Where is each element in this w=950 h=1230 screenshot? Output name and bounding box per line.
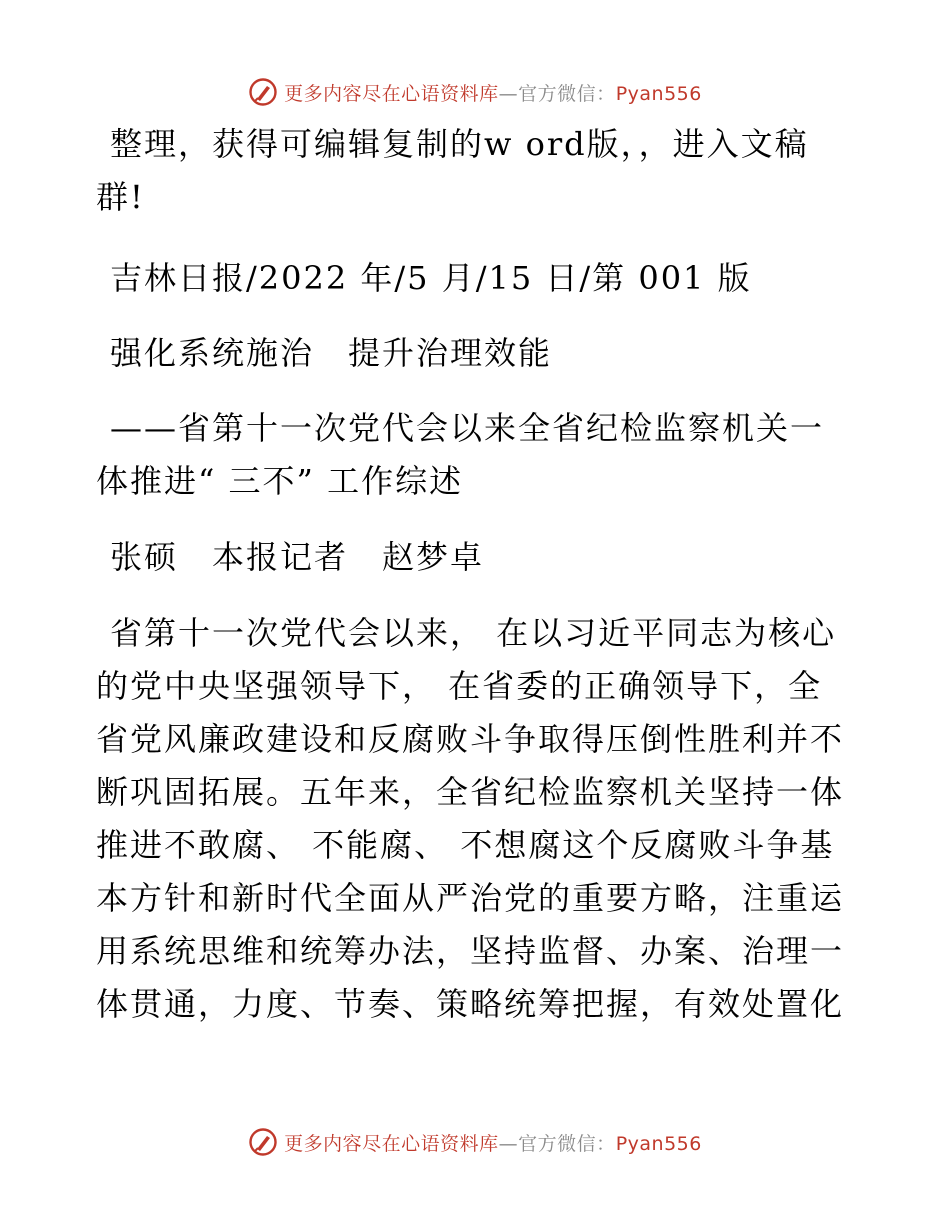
watermark-label: 官方微信： <box>518 82 616 105</box>
source-line: 吉林日报/2022 年/5 月/15 日/第 001 版 <box>110 259 752 297</box>
body-paragraph: 省第十一次党代会以来， 在以习近平同志为核心的党中央坚强领导下， 在省委的正确领导下，全省党风廉政建设和反腐败斗争取得压倒性胜利并不断巩固拓展。五年来，全省纪检监察机关坚持一体推进不敢腐、 不能腐、 不想腐这个反腐败斗争基本方针和新时代全面从严治党的重要方略，注重运用系统思维和统筹办法，坚持监督、办案、治理一体贯通，力度、节奏、策略统筹把握，有效处置化 <box>96 614 845 1023</box>
watermark-wechat-id: Pyan556 <box>615 82 702 105</box>
watermark-brand: 更多内容尽在心语资料库 <box>284 1132 499 1155</box>
intro-paragraph: 整理，获得可编辑复制的w ord版，，进入文稿群! <box>96 125 809 216</box>
header-watermark <box>0 72 950 112</box>
watermark-brand: 更多内容尽在心语资料库 <box>284 82 499 105</box>
quill-pen-logo-icon <box>248 77 278 107</box>
watermark-separator: — <box>498 82 519 105</box>
watermark-text <box>284 79 702 106</box>
subheadline: ——省第十一次党代会以来全省纪检监察机关一体推进“ 三不” 工作综述 <box>96 409 825 500</box>
watermark-label: 官方微信： <box>518 1132 616 1155</box>
watermark-wechat-id: Pyan556 <box>615 1132 702 1155</box>
byline: 张硕 本报记者 赵梦卓 <box>110 538 485 576</box>
watermark-text <box>284 1129 702 1156</box>
quill-pen-logo-icon <box>248 1127 278 1157</box>
watermark-separator: — <box>498 1132 519 1155</box>
footer-watermark <box>0 1122 950 1162</box>
headline: 强化系统施治 提升治理效能 <box>110 334 553 372</box>
